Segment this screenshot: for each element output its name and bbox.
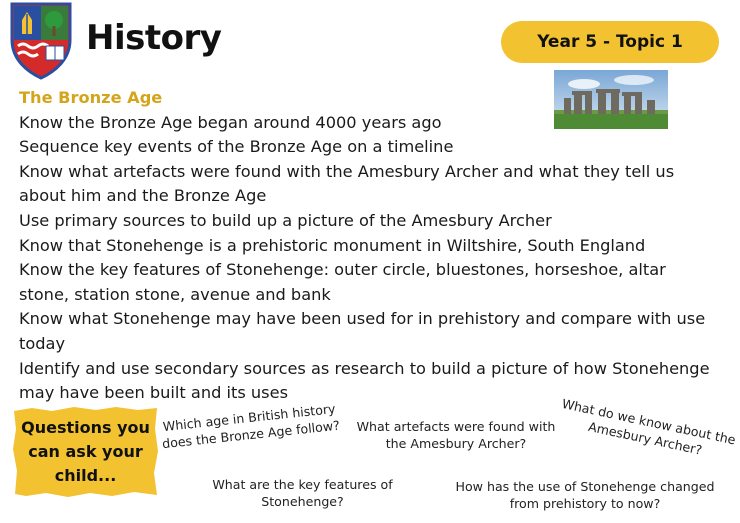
learning-objectives (19, 86, 719, 406)
objective-item: Know the key features of Stonehenge: outer circle, bluestones, horseshoe, altar stone, station stone, avenue and bank (19, 260, 666, 304)
objective-item: Identify and use secondary sources as research to build a picture of how Stonehenge may have been built and its uses (19, 358, 710, 403)
question-prompt: How has the use of Stonehenge changed from prehistory to now? (455, 479, 715, 511)
objective-item: Know what Stonehenge may have been used for in prehistory and compare with use today (19, 309, 706, 353)
objective-item: Know the Bronze Age began around 4000 years ago (19, 112, 442, 132)
questions-label: Questions you can ask your child... (21, 417, 150, 485)
objective-item: Know what artefacts were found with the Amesbury Archer and what they tell us about him and the Bronze Age (19, 161, 675, 206)
topic-badge: Year 5 - Topic 1 (501, 21, 719, 63)
question-prompt: What are the key features of Stonehenge? (212, 477, 393, 509)
objective-item: Use primary sources to build up a picture of the Amesbury Archer (19, 210, 552, 230)
question-prompt: What do we know about the Amesbury Archer? (560, 395, 737, 458)
objective-item: Sequence key events of the Bronze Age on a timeline (19, 137, 454, 157)
school-crest-icon (4, 0, 78, 80)
page-title: History (86, 18, 222, 58)
question-prompt: Which age in British history does the Bronze Age follow? (161, 401, 341, 452)
objective-item: Know that Stonehenge is a prehistoric monument in Wiltshire, South England (19, 235, 646, 255)
question-prompt: What artefacts were found with the Amesbury Archer? (356, 419, 556, 451)
section-heading: The Bronze Age (19, 88, 163, 107)
